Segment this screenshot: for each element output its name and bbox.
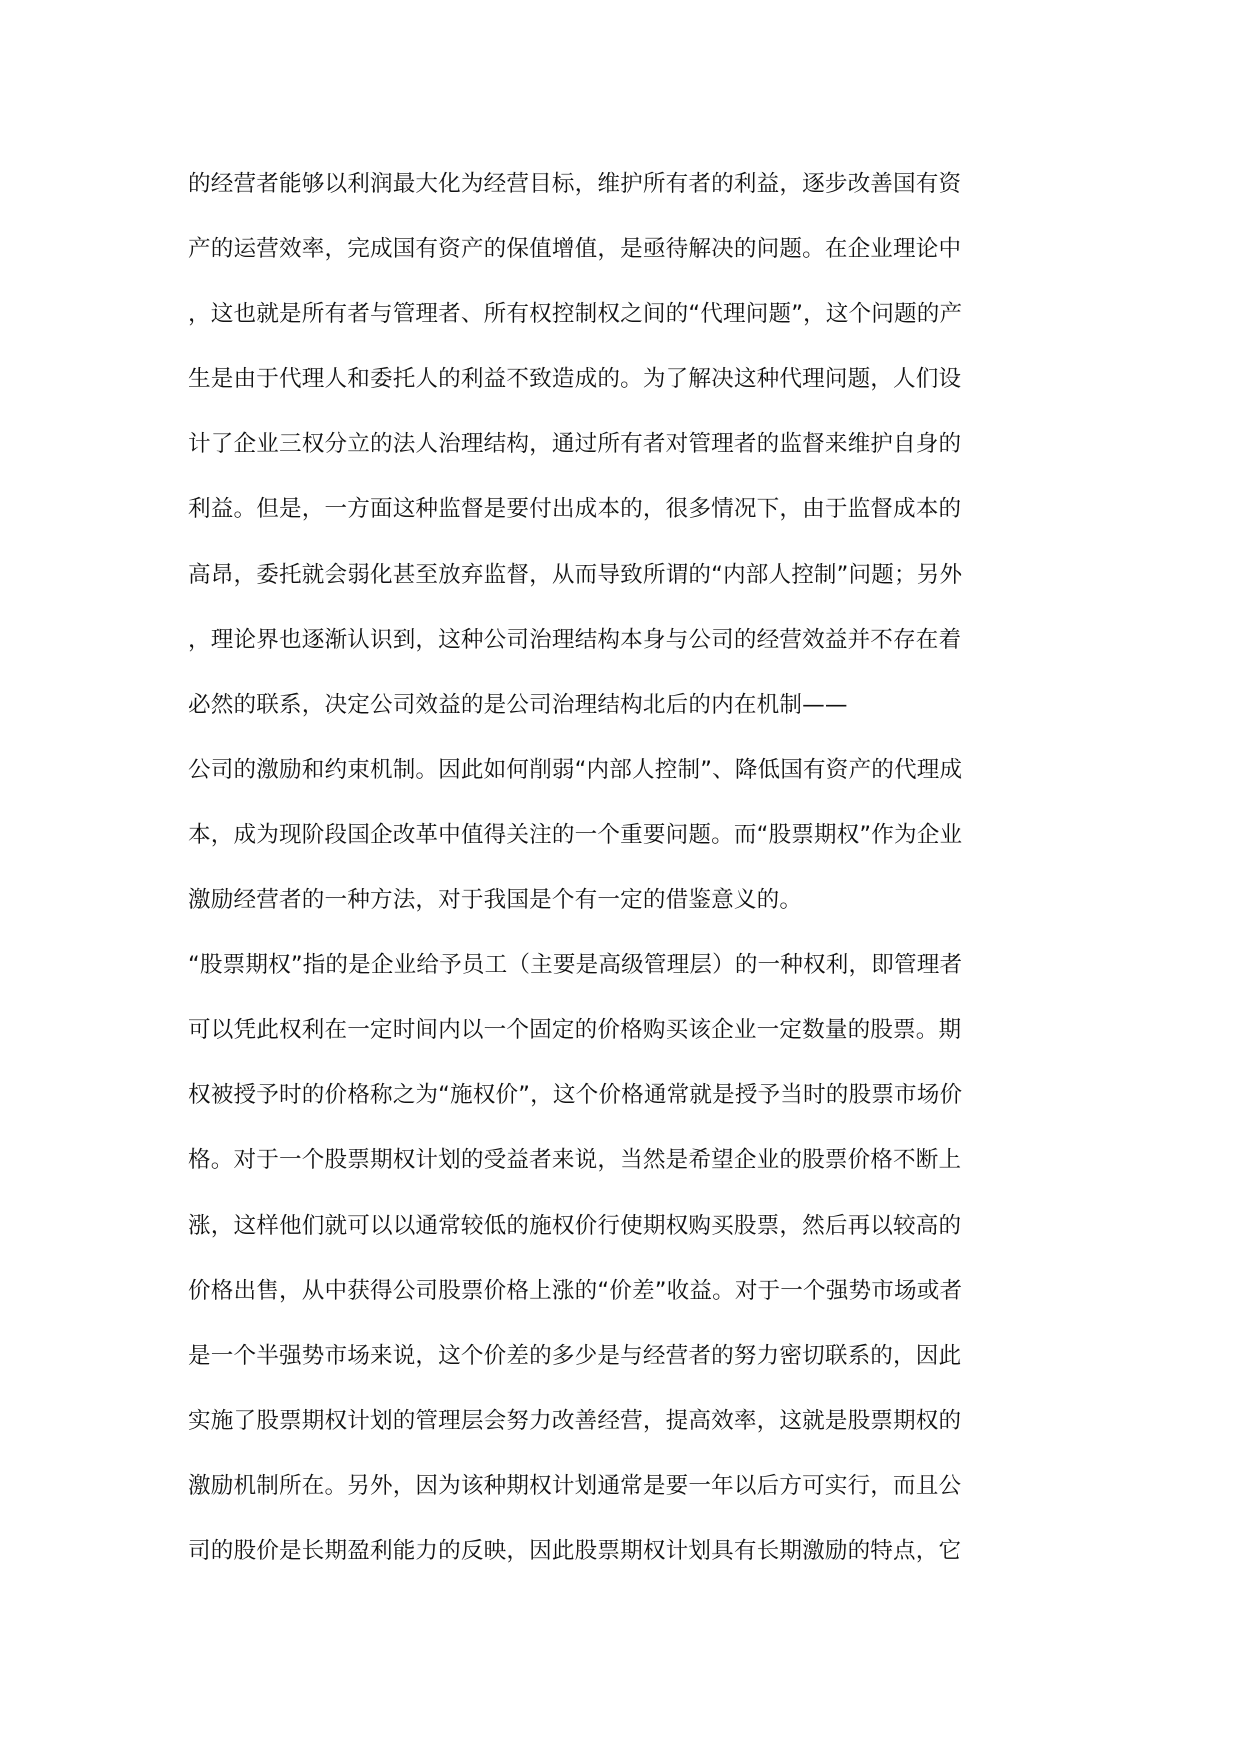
text-line-20: 实施了股票期权计划的管理层会努力改善经营，提高效率，这就是股票期权的 [188,1407,962,1434]
text-line-7: 高昂，委托就会弱化甚至放弃监督，从而导致所谓的“内部人控制”问题；另外 [188,561,963,588]
text-line-19: 是一个半强势市场来说，这个价差的多少是与经营者的努力密切联系的，因此 [188,1342,962,1369]
text-line-14: 可以凭此权利在一定时间内以一个固定的价格购买该企业一定数量的股票。期 [188,1017,962,1044]
text-line-2: 产的运营效率，完成国有资产的保值增值，是亟待解决的问题。在企业理论中 [188,236,962,263]
text-line-12: 激励经营者的一种方法，对于我国是个有一定的借鉴意义的。 [188,887,803,914]
text-line-5: 计了企业三权分立的法人治理结构，通过所有者对管理者的监督来维护自身的 [188,431,962,458]
text-line-3: ，这也就是所有者与管理者、所有权控制权之间的“代理问题”，这个问题的产 [188,301,963,328]
text-line-16: 格。对于一个股票期权计划的受益者来说，当然是希望企业的股票价格不断上 [188,1147,962,1174]
text-line-17: 涨，这样他们就可以以通常较低的施权价行使期权购买股票，然后再以较高的 [188,1212,962,1239]
text-line-6: 利益。但是，一方面这种监督是要付出成本的，很多情况下，由于监督成本的 [188,496,962,523]
body-text [188,164,1048,1596]
text-line-13: “股票期权”指的是企业给予员工（主要是高级管理层）的一种权利，即管理者 [188,952,963,979]
text-line-4: 生是由于代理人和委托人的利益不致造成的。为了解决这种代理问题，人们设 [188,366,962,393]
text-line-11: 本，成为现阶段国企改革中值得关注的一个重要问题。而“股票期权”作为企业 [188,821,963,848]
text-line-10: 公司的激励和约束机制。因此如何削弱“内部人控制”、降低国有资产的代理成 [188,756,963,783]
text-line-1: 的经营者能够以利润最大化为经营目标，维护所有者的利益，逐步改善国有资 [188,171,962,197]
text-line-8: ，理论界也逐渐认识到，这种公司治理结构本身与公司的经营效益并不存在着 [188,626,962,653]
text-line-18: 价格出售，从中获得公司股票价格上涨的“价差”收益。对于一个强势市场或者 [188,1277,963,1304]
text-line-9: 必然的联系，决定公司效益的是公司治理结构北后的内在机制—— [188,691,848,718]
text-line-22: 司的股价是长期盈利能力的反映，因此股票期权计划具有长期激励的特点，它 [188,1537,962,1564]
text-line-21: 激励机制所在。另外，因为该种期权计划通常是要一年以后方可实行，而且公 [188,1472,962,1499]
text-line-15: 权被授予时的价格称之为“施权价”，这个价格通常就是授予当时的股票市场价 [188,1082,963,1109]
